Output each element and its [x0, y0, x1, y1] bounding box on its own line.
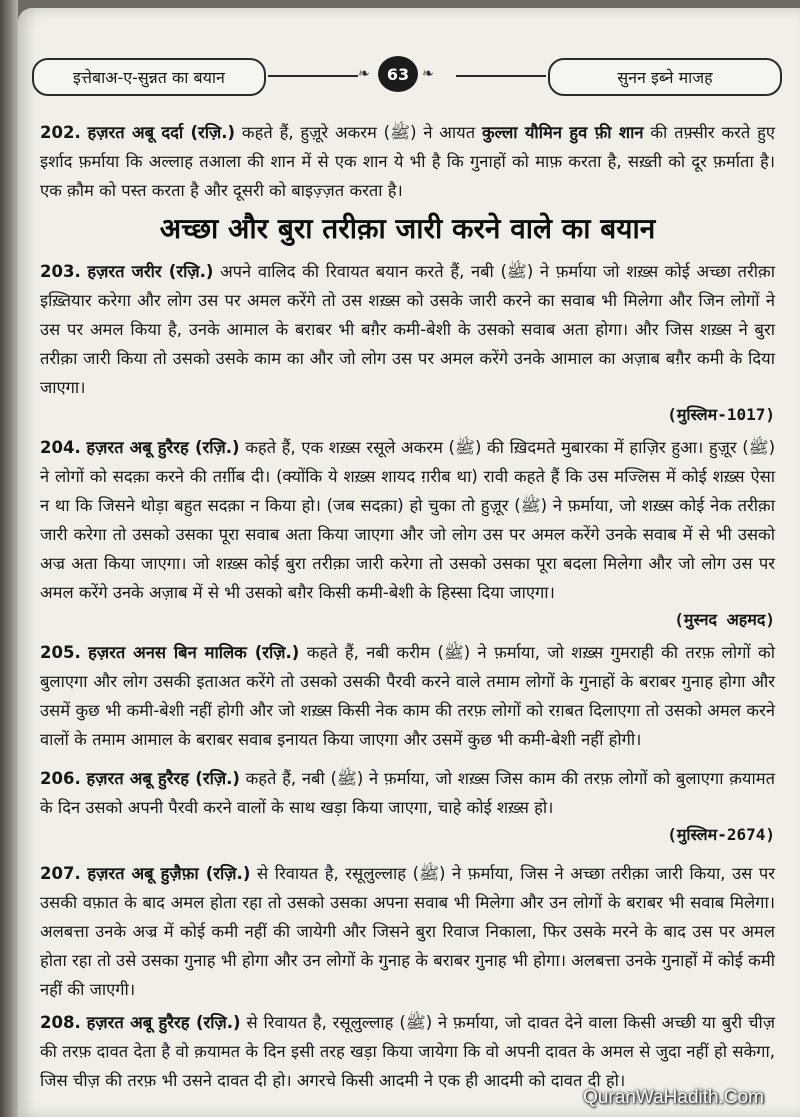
hadith-number: 203. — [40, 262, 81, 281]
hadith-207 — [40, 859, 775, 1004]
hadith-number: 204. — [40, 438, 81, 457]
hadith-text: कहते हैं, नबी करीम (ﷺ) ने फ़र्माया, जो शख़्स गुमराही की तरफ़ लोगों को बुलाएगा और लोग उसकी इताअत करेंगे तो उसको उसकी पैरवी करने वाले तमाम लोगों के गुनाहों के बराबर गुनाह होगा और उसमें कुछ भी कमी-बेशी नहीं होगी और जो शख़्स किसी नेक काम की तरफ़ लोगों को रग़बत दिलाएगा तो उसको अमल करने वालों के तमाम आमाल के बराबर सवाब इनायत किया जाएगा और उसमें कुछ भी कमी-बेशी नहीं होगी। — [40, 643, 775, 749]
narrator-name: हज़रत अनस बिन मालिक (रज़ि.) — [88, 643, 300, 662]
narrator-name: हज़रत अबू दर्दा (रज़ि.) — [87, 123, 236, 142]
narrator-name: हज़रत अबू हुरैरह (रज़ि.) — [86, 438, 240, 457]
hadith-205 — [40, 638, 775, 754]
chapter-title: इत्तेबाअ-ए-सुन्नत का बयान — [32, 58, 266, 96]
hadith-202 — [40, 118, 775, 205]
book-spine-edge — [0, 0, 18, 1117]
hadith-number: 205. — [40, 643, 81, 662]
hadith-number: 206. — [40, 769, 81, 788]
hadith-text: कहते हैं, हुज़ूरे अकरम (ﷺ) ने आयत — [241, 123, 476, 142]
section-heading: अच्छा और बुरा तरीक़ा जारी करने वाले का बयान — [159, 212, 656, 245]
ornament-left-icon: ❧ — [358, 66, 370, 82]
hadith-text: कहते हैं, एक शख़्स रसूले अकरम (ﷺ) की ख़िदमते मुबारका में हाज़िर हुआ। हुज़ूर (ﷺ) ने लोगों को सदक़ा करने की तर्ग़ीब दी। (क्योंकि ये शख़्स शायद ग़रीब था) रावी कहते हैं कि उस मज्लिस में कोई शख़्स ऐसा न था कि जिसने थोड़ा बहुत सदक़ा न किया हो। (जब सदक़ा) हो चुका तो हुज़ूर (ﷺ) ने फ़र्माया, जो शख़्स कोई नेक तरीक़ा जारी करेगा तो उसको उसका पूरा सवाब अता किया जाएगा और जो लोग उस पर अमल करेंगे उनके सवाब में से भी उसको अज्र अता किया जाएगा। जो शख़्स कोई बुरा तरीक़ा जारी करेगा तो उसको उसका पूरा बदला मिलेगा और जो लोग उस पर अमल करेंगे उनके अज़ाब में से भी उसको बग़ैर किसी कमी-बेशी के हिस्सा दिया जाएगा। — [40, 438, 776, 602]
page-body — [40, 118, 775, 1099]
narrator-name: हज़रत अबू हुरैरह (रज़ि.) — [86, 769, 240, 788]
book-title: सुनन इब्ने माजह — [548, 58, 782, 96]
narrator-name: हज़रत अबू हुरैरह (रज़ि.) — [86, 1013, 241, 1032]
hadith-number: 202. — [40, 123, 81, 142]
hadith-text: से रिवायत है, रसूलुल्लाह (ﷺ) ने फ़र्माया, जो दावत देने वाला किसी अच्छी या बुरी चीज़ की तरफ़ दावत देता है वो क़यामत के दिन इसी तरह खड़ा किया जायेगा कि वो अपनी दावत के अमल से जुदा नहीं हो सकेगा, जिस चीज़ की तरफ़ भी उसने दावत दी हो। अगरचे किसी आदमी ने एक ही आदमी को दावत दी हो। — [40, 1013, 776, 1090]
ornament-right-icon: ❧ — [422, 66, 434, 82]
book-page — [18, 8, 800, 1117]
verse-text: कुल्ला यौमिन हुव फ़ी शान — [481, 123, 644, 142]
page-header — [32, 58, 782, 104]
hadith-206 — [40, 764, 775, 849]
hadith-text: कहते हैं, नबी (ﷺ) ने फ़र्माया, जो शख़्स जिस काम की तरफ़ लोगों को बुलाएगा क़यामत के दिन उसको अपनी पैरवी करने वालों के साथ खड़ा किया जाएगा, चाहे कोई शख़्स हो। — [40, 769, 775, 817]
hadith-204 — [40, 433, 775, 634]
hadith-text: की तफ़्सीर करते हुए इर्शाद फ़र्माया कि अल्लाह तआला की शान में से एक शान ये भी है कि गुनाहों को माफ़ करता है, सख़्ती को दूर फ़र्माता है। एक क़ौम को पस्त करता है और दूसरी को बाइज़्ज़त करता है। — [40, 123, 775, 200]
header-rule-left — [268, 75, 358, 77]
hadith-203 — [40, 257, 775, 429]
hadith-text: से रिवायत है, रसूलुल्लाह (ﷺ) ने फ़र्माया, जिस ने अच्छा तरीक़ा जारी किया, उस पर उसकी वफ़ात के बाद अमल होता रहा तो उसको उसका अपना सवाब भी मिलेगा और उन लोगों के बराबर भी सवाब मिलेगा। अलबत्ता उनके अज्र में कोई कमी नहीं की जायेगी और जिसने बुरा रिवाज निकाला, फिर उसके मरने के बाद उस पर अमल होता रहा तो उसे उसका गुनाह भी होगा और उन लोगों के गुनाह के बराबर गुनाह भी होगा। अलबत्ता उनके गुनाहों में कोई कमी नहीं की जाएगी। — [40, 864, 775, 999]
narrator-name: हज़रत जरीर (रज़ि.) — [87, 262, 214, 281]
hadith-number: 208. — [40, 1013, 81, 1032]
site-watermark: QuranWaHadith.Com — [583, 1087, 764, 1108]
hadith-reference: (मुस्लिम-2674) — [667, 825, 775, 844]
hadith-reference: (मुस्लिम-1017) — [667, 405, 775, 424]
header-rule-right — [456, 75, 546, 77]
hadith-208 — [40, 1008, 775, 1095]
hadith-reference: (मुस्नद अहमद) — [674, 610, 775, 629]
narrator-name: हज़रत अबू हुज़ैफ़ा (रज़ि.) — [87, 864, 251, 883]
hadith-text: अपने वालिद की रिवायत बयान करते हैं, नबी (ﷺ) ने फ़र्माया जो शख़्स कोई अच्छा तरीक़ा इख़्तियार करेगा और लोग उस पर अमल करेंगे तो उस शख़्स को उसके जारी करने का सवाब भी मिलेगा और जिन लोगों ने उस पर अमल किया है, उनके आमाल के बराबर भी बग़ैर कमी-बेशी के उसको सवाब अता होगा। और जिस शख़्स ने बुरा तरीक़ा जारी किया तो उसको उसके काम का और जो लोग उस पर अमल करेंगे उनके आमाल का अज़ाब बग़ैर कमी के दिया जाएगा। — [40, 262, 775, 397]
page-number: 63 — [378, 56, 418, 92]
hadith-number: 207. — [40, 864, 81, 883]
